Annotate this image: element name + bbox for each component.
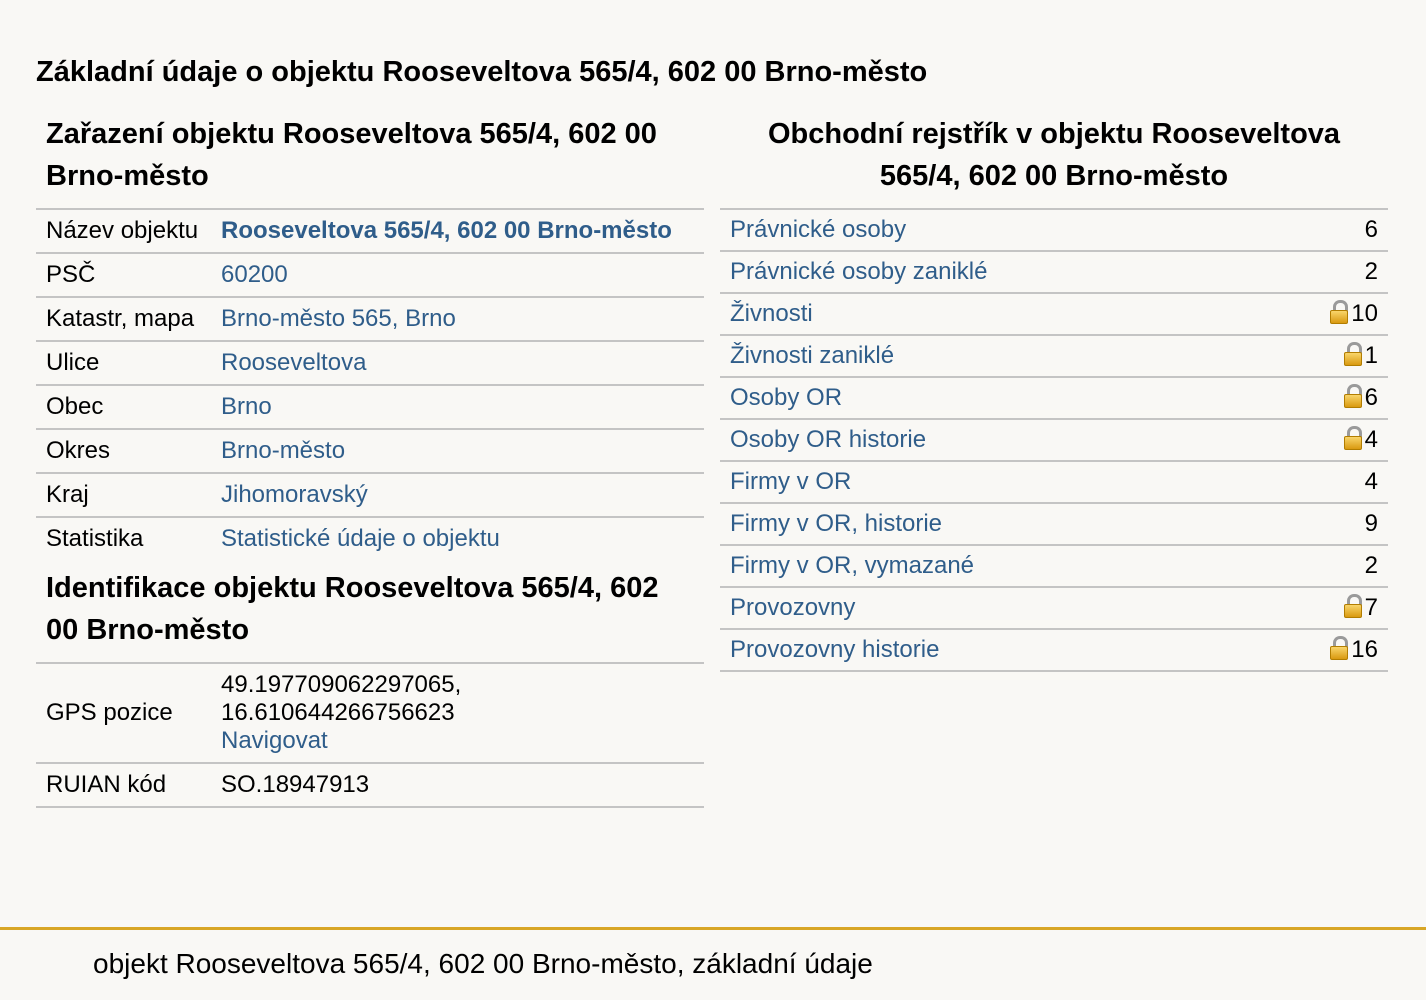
cadastre-link[interactable]: Brno-město 565, Brno <box>221 305 456 332</box>
footer-text: objekt Rooseveltova 565/4, 602 00 Brno-město, základní údaje <box>93 948 873 979</box>
register-count: 4 <box>1364 468 1378 495</box>
register-link[interactable]: Živnosti zaniklé <box>730 342 895 369</box>
table-row <box>36 341 704 385</box>
register-link[interactable]: Právnické osoby <box>730 216 907 243</box>
table-row <box>36 253 704 297</box>
ruian-value: SO.18947913 <box>221 771 370 798</box>
footer-divider <box>0 927 1426 930</box>
register-count: 1 <box>1364 342 1378 369</box>
register-count: 10 <box>1351 300 1378 327</box>
row-label: Statistika <box>46 525 144 552</box>
gps-label: GPS pozice <box>46 699 173 726</box>
classification-section <box>36 110 704 808</box>
identification-table <box>36 662 704 808</box>
register-link[interactable]: Firmy v OR <box>730 468 852 495</box>
lock-icon <box>1330 300 1348 324</box>
register-table <box>720 208 1388 672</box>
lock-icon <box>1330 636 1348 660</box>
register-count-cell <box>1257 587 1388 629</box>
statistics-link[interactable]: Statistické údaje o objektu <box>221 525 500 552</box>
table-row <box>36 517 704 560</box>
register-row <box>720 377 1388 419</box>
lock-icon <box>1344 342 1362 366</box>
register-link[interactable]: Firmy v OR, vymazané <box>730 552 975 579</box>
object-name-link[interactable]: Rooseveltova 565/4, 602 00 Brno-město <box>221 217 672 244</box>
register-link[interactable]: Osoby OR historie <box>730 426 927 453</box>
gps-value: 49.197709062297065, 16.610644266756623 <box>221 671 462 726</box>
register-row <box>720 587 1388 629</box>
register-row <box>720 335 1388 377</box>
table-row <box>36 385 704 429</box>
ruian-label: RUIAN kód <box>46 771 167 798</box>
register-count: 4 <box>1364 426 1378 453</box>
register-row <box>720 209 1388 251</box>
register-count: 2 <box>1364 552 1378 579</box>
row-label: PSČ <box>46 261 96 288</box>
register-row <box>720 293 1388 335</box>
district-link[interactable]: Brno-město <box>221 437 346 464</box>
register-count: 2 <box>1364 258 1378 285</box>
register-link[interactable]: Živnosti <box>730 300 813 327</box>
register-count: 16 <box>1351 636 1378 663</box>
register-link[interactable]: Provozovny <box>730 594 856 621</box>
row-label: Kraj <box>46 481 89 508</box>
register-count: 7 <box>1364 594 1378 621</box>
register-link[interactable]: Provozovny historie <box>730 636 940 663</box>
register-count-cell <box>1257 419 1388 461</box>
classification-table <box>36 208 704 560</box>
register-count-cell <box>1257 503 1388 545</box>
register-count-cell <box>1257 335 1388 377</box>
register-link[interactable]: Firmy v OR, historie <box>730 510 943 537</box>
row-label: Katastr, mapa <box>46 305 195 332</box>
lock-icon <box>1344 384 1362 408</box>
table-row <box>36 763 704 807</box>
navigate-link[interactable]: Navigovat <box>221 727 328 754</box>
row-label: Okres <box>46 437 111 464</box>
table-row <box>36 297 704 341</box>
municipality-link[interactable]: Brno <box>221 393 272 420</box>
register-row <box>720 419 1388 461</box>
register-heading: Obchodní rejstřík v objektu Rooseveltova 565/4, 602 00 Brno-město <box>767 118 1341 192</box>
lock-icon <box>1344 594 1362 618</box>
register-count-cell <box>1257 209 1388 251</box>
register-count: 9 <box>1364 510 1378 537</box>
psc-link[interactable]: 60200 <box>221 261 288 288</box>
register-link[interactable]: Právnické osoby zaniklé <box>730 258 988 285</box>
page-title: Základní údaje o objektu Rooseveltova 565/4, 602 00 Brno-město <box>36 56 928 88</box>
row-label: Obec <box>46 393 104 420</box>
region-link[interactable]: Jihomoravský <box>221 481 368 508</box>
row-label: Ulice <box>46 349 100 376</box>
table-row <box>36 663 704 763</box>
register-count: 6 <box>1364 216 1378 243</box>
identification-heading: Identifikace objektu Rooseveltova 565/4, 602 00 Brno-město <box>46 572 659 646</box>
register-count-cell <box>1257 377 1388 419</box>
classification-heading: Zařazení objektu Rooseveltova 565/4, 602 00 Brno-město <box>46 118 657 192</box>
lock-icon <box>1344 426 1362 450</box>
table-row <box>36 429 704 473</box>
register-row <box>720 545 1388 587</box>
register-link[interactable]: Osoby OR <box>730 384 843 411</box>
register-count-cell <box>1257 461 1388 503</box>
register-row <box>720 251 1388 293</box>
table-row <box>36 209 704 253</box>
register-count-cell <box>1257 629 1388 671</box>
street-link[interactable]: Rooseveltova <box>221 349 367 376</box>
register-row <box>720 503 1388 545</box>
register-count-cell <box>1257 293 1388 335</box>
register-count-cell <box>1257 545 1388 587</box>
register-count-cell <box>1257 251 1388 293</box>
register-row <box>720 629 1388 671</box>
register-section <box>720 110 1388 672</box>
register-row <box>720 461 1388 503</box>
row-label: Název objektu <box>46 217 199 244</box>
table-row <box>36 473 704 517</box>
register-count: 6 <box>1364 384 1378 411</box>
